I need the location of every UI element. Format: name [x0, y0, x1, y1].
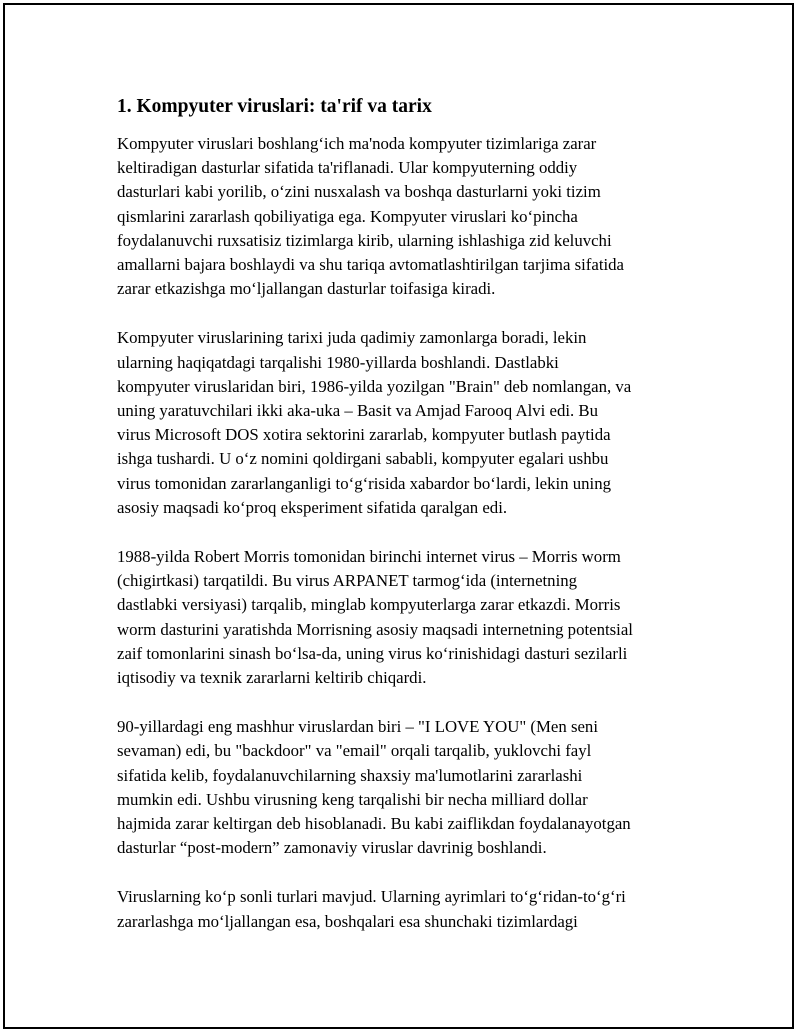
text-line: Kompyuter viruslari boshlang‘ich ma'noda kompyuter tizimlariga zarar: [117, 134, 597, 153]
text-line: dasturlari kabi yorilib, o‘zini nusxalash va boshqa dasturlarni yoki tizim: [117, 182, 601, 202]
text-line: Viruslarning ko‘p sonli turlari mavjud. Ularning ayrimlari to‘g‘ridan-to‘g‘ri: [117, 887, 626, 907]
body-paragraph: [117, 545, 692, 690]
text-line: ishga tushardi. U o‘z nomini qoldirgani sababli, kompyuter egalari ushbu: [117, 449, 609, 469]
text-line: zararlashga mo‘ljallangan esa, boshqalari esa shunchaki tizimlardagi: [117, 911, 578, 931]
text-line: virus Microsoft DOS xotira sektorini zararlab, kompyuter butlash paytida: [117, 425, 611, 445]
body-paragraph: [117, 326, 692, 520]
section-heading: 1. Kompyuter viruslari: ta'rif va tarix: [117, 96, 432, 117]
text-line: dasturlar “post-modern” zamonaviy viruslar davrinig boshlandi.: [117, 838, 547, 858]
body-paragraph: [117, 132, 692, 301]
text-line: virus tomonidan zararlanganligi to‘g‘risida xabardor bo‘lardi, lekin uning: [117, 473, 611, 493]
text-line: foydalanuvchi ruxsatisiz tizimlarga kirib, ularning ishlashiga zid keluvchi: [117, 230, 612, 250]
text-line: ularning haqiqatdagi tarqalishi 1980-yillarda boshlandi. Dastlabki: [117, 352, 559, 372]
text-line: sevaman) edi, bu "backdoor" va "email" orqali tarqalib, yuklovchi fayl: [117, 741, 592, 761]
text-line: keltiradigan dasturlar sifatida ta'riflanadi. Ular kompyuterning oddiy: [117, 158, 578, 178]
text-line: zaif tomonlarini sinash bo‘lsa-da, uning virus ko‘rinishidagi dasturi sezilarli: [117, 643, 628, 663]
text-line: uning yaratuvchilari ikki aka-uka – Basit va Amjad Farooq Alvi edi. Bu: [117, 401, 598, 421]
text-line: hajmida zarar keltirgan deb hisoblanadi. Bu kabi zaiflikdan foydalanayotgan: [117, 814, 631, 834]
text-line: amallarni bajara boshlaydi va shu tariqa avtomatlashtirilgan tarjima sifatida: [117, 255, 624, 275]
text-line: iqtisodiy va texnik zararlarni keltirib chiqardi.: [117, 668, 427, 688]
text-line: mumkin edi. Ushbu virusning keng tarqalishi bir necha milliard dollar: [117, 789, 588, 809]
text-line: (chigirtkasi) tarqatildi. Bu virus ARPANET tarmog‘ida (internetning: [117, 571, 578, 591]
body-paragraph: [117, 885, 692, 933]
text-line: Kompyuter viruslarining tarixi juda qadimiy zamonlarga boradi, lekin: [117, 328, 587, 348]
text-line: 1988-yilda Robert Morris tomonidan birinchi internet virus – Morris worm: [117, 547, 621, 567]
text-line: sifatida kelib, foydalanuvchilarning shaxsiy ma'lumotlarini zararlashi: [117, 765, 583, 785]
text-line: asosiy maqsadi ko‘proq eksperiment sifatida qaralgan edi.: [117, 497, 508, 517]
paragraph-list: [117, 132, 692, 934]
body-paragraph: [117, 715, 692, 860]
text-line: kompyuter viruslaridan biri, 1986-yilda yozilgan "Brain" deb nomlangan, va: [117, 376, 632, 396]
text-line: 90-yillardagi eng mashhur viruslardan biri – "I LOVE YOU" (Men seni: [117, 717, 598, 737]
text-line: qismlarini zararlash qobiliyatiga ega. Kompyuter viruslari ko‘pincha: [117, 206, 578, 226]
text-line: zarar etkazishga mo‘ljallangan dasturlar toifasiga kiradi.: [117, 279, 496, 299]
text-line: dastlabki versiyasi) tarqalib, minglab kompyuterlarga zarar etkazdi. Morris: [117, 595, 621, 615]
document-body: [117, 94, 692, 959]
text-line: worm dasturini yaratishda Morrisning asosiy maqsadi internetning potentsial: [117, 619, 633, 639]
